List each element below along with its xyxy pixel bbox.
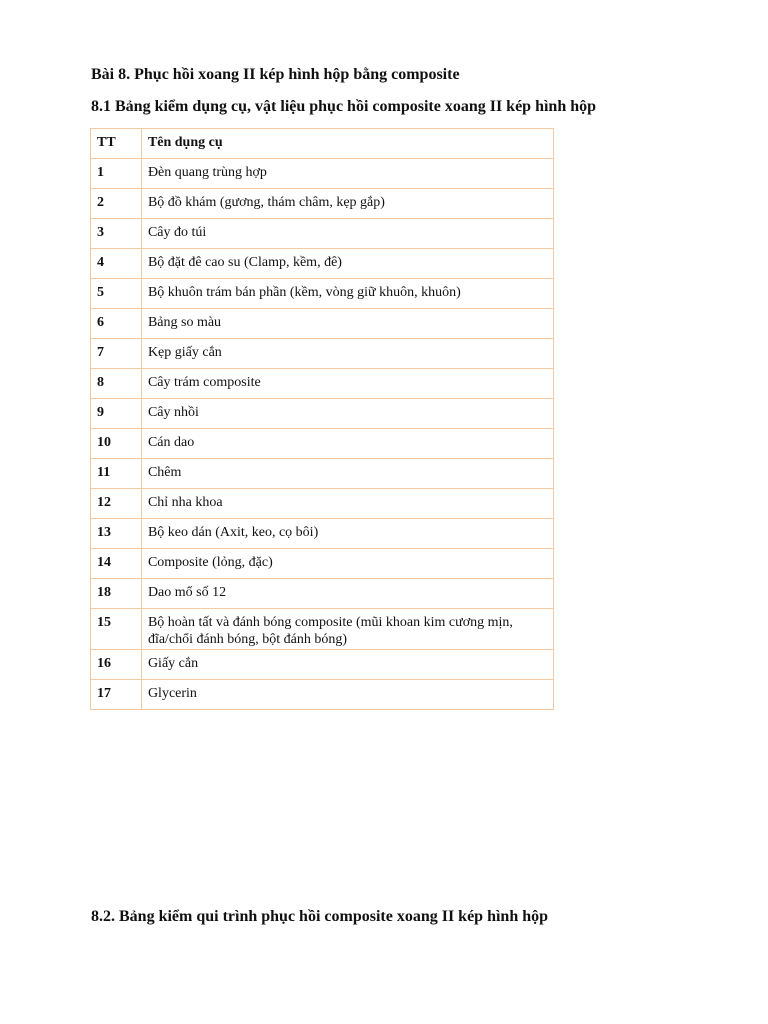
tool-name: Dao mổ số 12 — [141, 579, 553, 609]
row-number: 4 — [91, 249, 142, 279]
tool-name: Cây đo túi — [141, 219, 553, 249]
table-row — [91, 609, 554, 650]
table-row — [91, 519, 554, 549]
row-number: 3 — [91, 219, 142, 249]
tool-name: Composite (lỏng, đặc) — [141, 549, 553, 579]
section-1-title: 8.1 Bảng kiểm dụng cụ, vật liệu phục hồi composite xoang II kép hình hộp — [91, 98, 597, 115]
tool-name: Kẹp giấy cắn — [141, 339, 553, 369]
table-row — [91, 459, 554, 489]
table-row — [91, 429, 554, 459]
table-row — [91, 549, 554, 579]
row-number: 14 — [91, 549, 142, 579]
table-row — [91, 489, 554, 519]
row-number: 2 — [91, 189, 142, 219]
tool-name: Bộ khuôn trám bán phần (kềm, vòng giữ khuôn, khuôn) — [141, 279, 553, 309]
table-row — [91, 279, 554, 309]
header-tt: TT — [91, 129, 142, 159]
tool-name: Chêm — [141, 459, 553, 489]
header-tool-name: Tên dụng cụ — [141, 129, 553, 159]
row-number: 8 — [91, 369, 142, 399]
table-row — [91, 399, 554, 429]
row-number: 6 — [91, 309, 142, 339]
table-row — [91, 189, 554, 219]
tool-name: Cây trám composite — [141, 369, 553, 399]
tool-name: Cây nhồi — [141, 399, 553, 429]
table-row — [91, 159, 554, 189]
table-row — [91, 309, 554, 339]
tool-name: Bộ đồ khám (gương, thám châm, kẹp gắp) — [141, 189, 553, 219]
row-number: 11 — [91, 459, 142, 489]
table-row — [91, 369, 554, 399]
tools-table — [90, 128, 554, 710]
table-row — [91, 219, 554, 249]
table-row — [91, 579, 554, 609]
tool-name: Glycerin — [141, 680, 553, 710]
table-row — [91, 650, 554, 680]
row-number: 9 — [91, 399, 142, 429]
row-number: 17 — [91, 680, 142, 710]
row-number: 5 — [91, 279, 142, 309]
table-row — [91, 339, 554, 369]
row-number: 1 — [91, 159, 142, 189]
tool-name: Giấy cắn — [141, 650, 553, 680]
row-number: 16 — [91, 650, 142, 680]
lesson-title: Bài 8. Phục hồi xoang II kép hình hộp bằng composite — [91, 66, 460, 83]
tool-name: Đèn quang trùng hợp — [141, 159, 553, 189]
table-row — [91, 249, 554, 279]
row-number: 7 — [91, 339, 142, 369]
tool-name: Cán dao — [141, 429, 553, 459]
table-header-row — [91, 129, 554, 159]
tool-name: Bộ keo dán (Axit, keo, cọ bôi) — [141, 519, 553, 549]
row-number: 13 — [91, 519, 142, 549]
row-number: 12 — [91, 489, 142, 519]
row-number: 18 — [91, 579, 142, 609]
tool-name: Chỉ nha khoa — [141, 489, 553, 519]
row-number: 10 — [91, 429, 142, 459]
tool-name: Bảng so màu — [141, 309, 553, 339]
tool-name: Bộ đặt đê cao su (Clamp, kềm, đê) — [141, 249, 553, 279]
section-2-title: 8.2. Bảng kiểm qui trình phục hồi composite xoang II kép hình hộp — [91, 908, 549, 925]
tool-name: Bộ hoàn tất và đánh bóng composite (mũi khoan kim cương mịn, đĩa/chổi đánh bóng, bột đánh bóng) — [141, 609, 553, 650]
row-number: 15 — [91, 609, 142, 650]
table-row — [91, 680, 554, 710]
